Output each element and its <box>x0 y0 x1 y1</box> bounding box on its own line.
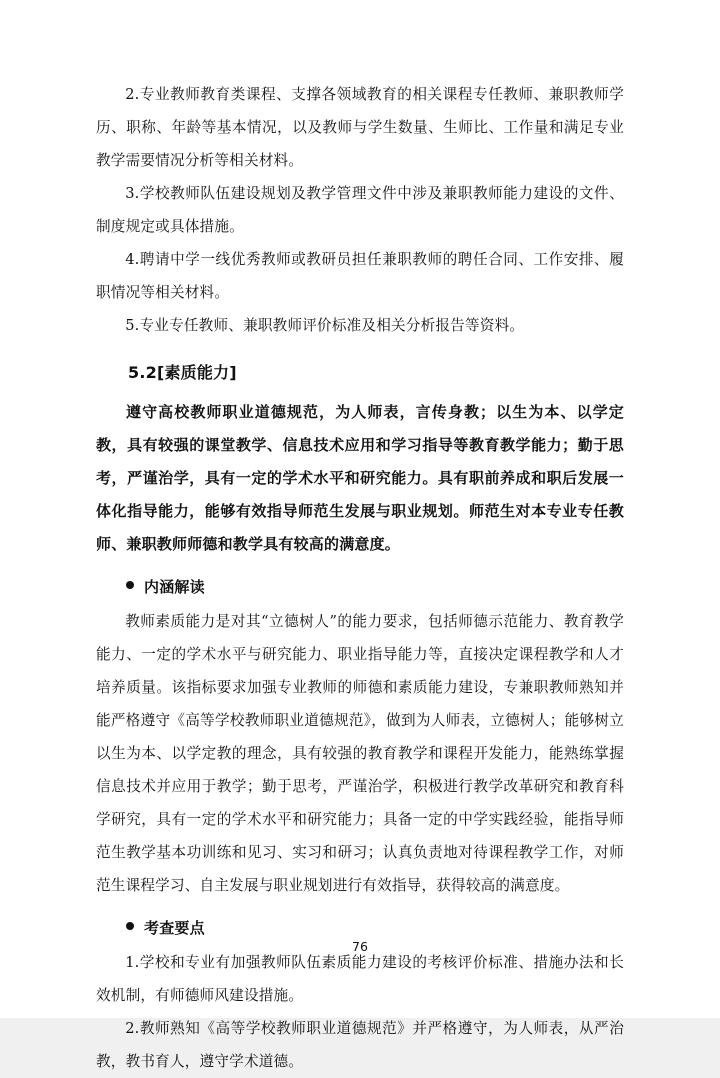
subsection-label-text: 内涵解读 <box>144 578 205 596</box>
section-standard-text: 遵守高校教师职业道德规范，为人师表，言传身教；以生为本、以学定教，具有较强的课堂教学、信息技术应用和学习指导等教育教学能力；勤于思考，严谨治学，具有一定的学术水平和研究能力。具有职前养成和职后发展一体化指导能力，能够有效指导师范生发展与职业规划。师范生对本专业专任教师、兼职教师师德和教学具有较高的满意度。 <box>96 403 624 553</box>
subsection-label-interpretation <box>96 571 624 603</box>
list-item: 5.专业专任教师、兼职教师评价标准及相关分析报告等资料。 <box>125 317 525 334</box>
bullet-dot-icon <box>126 581 134 589</box>
bullet-dot-icon <box>126 922 134 930</box>
paragraph: 教师素质能力是对其“立德树人”的能力要求，包括师德示范能力、教育教学能力、一定的学术水平与研究能力、职业指导能力等，直接决定课程教学和人才培养质量。该指标要求加强专业教师的师德和素质能力建设，专兼职教师熟知并能严格遵守《高等学校教师职业道德规范》，做到为人师表，立德树人；能够树立以生为本、以学定教的理念，具有较强的教育教学和课程开发能力，能熟练掌握信息技术并应用于教学；勤于思考，严谨治学，积极进行教学改革研究和教育科学研究，具有一定的学术水平和研究能力；具备一定的中学实践经验，能指导师范生教学基本功训练和见习、实习和研习；认真负责地对待课程教学工作，对师范生课程学习、自主发展与职业规划进行有效指导，获得较高的满意度。 <box>96 613 624 894</box>
paragraph: 2.教师熟知《高等学校教师职业道德规范》并严格遵守，为人师表，从严治教，教书育人，遵守学术道德。 <box>96 1020 624 1070</box>
list-item: 4.聘请中学一线优秀教师或教研员担任兼职教师的聘任合同、工作安排、履职情况等相关材料。 <box>96 251 624 301</box>
list-item: 3.学校教师队伍建设规划及教学管理文件中涉及兼职教师能力建设的文件、制度规定或具体措施。 <box>96 185 624 235</box>
subsection-label-text: 考查要点 <box>144 919 205 937</box>
page-content <box>96 78 624 1078</box>
section-heading: 5.2[素质能力] <box>128 363 237 382</box>
list-item: 2.专业教师教育类课程、支撑各领域教育的相关课程专任教师、兼职教师学历、职称、年龄等基本情况，以及教师与学生数量、生师比、工作量和满足专业教学需要情况分析等相关材料。 <box>96 86 624 169</box>
page-number: 76 <box>352 939 368 954</box>
paragraph: 1.学校和专业有加强教师队伍素质能力建设的考核评价标准、措施办法和长效机制，有师德师风建设措施。 <box>96 954 624 1004</box>
